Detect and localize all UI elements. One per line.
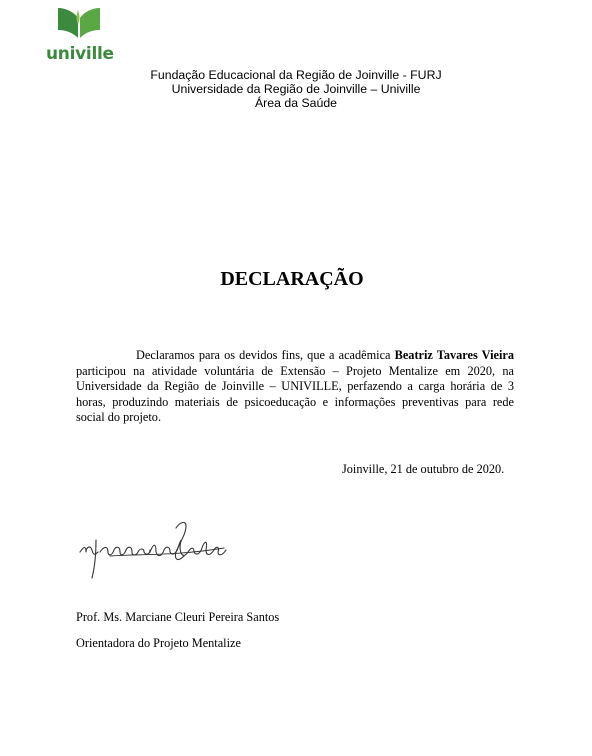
document-title: DECLARAÇÃO xyxy=(220,268,364,290)
logo-wordmark: univille xyxy=(46,44,114,64)
signatory-role: Orientadora do Projeto Mentalize xyxy=(76,636,241,650)
signatory-name: Prof. Ms. Marciane Cleuri Pereira Santos xyxy=(76,610,280,624)
declaration-paragraph xyxy=(76,348,514,426)
student-name: Beatriz Tavares Vieira xyxy=(394,348,514,362)
handwritten-signature xyxy=(76,512,236,584)
institution-header xyxy=(0,68,592,110)
book-leaf-icon xyxy=(56,6,102,40)
declaration-details: participou na atividade voluntária de Extensão – Projeto Mentalize em 2020, na Universidade da Região de Joinville – UNIVILLE, perfazendo a carga horária de 3 horas, produzindo materiais de psicoeducação e informações preventivas para rede social do projeto. xyxy=(76,363,514,425)
univille-logo xyxy=(46,6,112,66)
header-department: Área da Saúde xyxy=(254,96,338,110)
place-date: Joinville, 21 de outubro de 2020. xyxy=(342,462,505,476)
header-university: Universidade da Região de Joinville – Univille xyxy=(171,82,421,96)
header-foundation: Fundação Educacional da Região de Joinville - FURJ xyxy=(150,68,442,82)
declaration-intro: Declaramos para os devidos fins, que a acadêmica xyxy=(136,348,395,362)
